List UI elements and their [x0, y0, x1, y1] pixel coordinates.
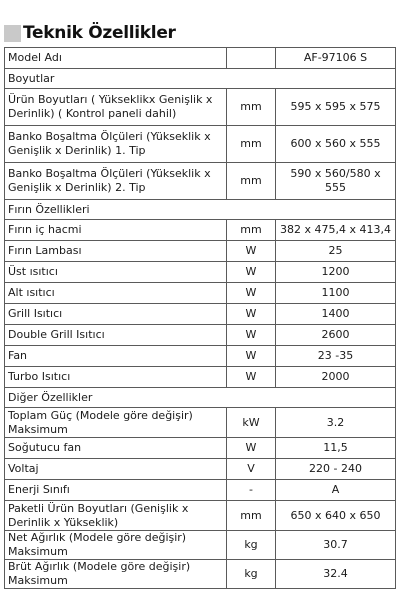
spec-value: 2600	[276, 325, 396, 346]
spec-unit: kg	[227, 531, 276, 560]
table-row	[5, 89, 396, 126]
section-heading-row	[5, 69, 396, 89]
spec-name: Toplam Güç (Modele göre değişir) Maksimum	[5, 408, 227, 438]
model-spacer	[227, 48, 276, 69]
table-row	[5, 438, 396, 459]
table-row	[5, 501, 396, 531]
section-heading: Diğer Özellikler	[5, 388, 396, 408]
spec-value: 1100	[276, 283, 396, 304]
spec-value: 1200	[276, 262, 396, 283]
spec-unit: W	[227, 304, 276, 325]
spec-unit: mm	[227, 220, 276, 241]
spec-name: Üst ısıtıcı	[5, 262, 227, 283]
table-row	[5, 560, 396, 589]
page-header	[4, 22, 176, 44]
section-heading-row	[5, 200, 396, 220]
spec-value: 382 x 475,4 x 413,4	[276, 220, 396, 241]
spec-value: 11,5	[276, 438, 396, 459]
model-label: Model Adı	[5, 48, 227, 69]
spec-name: Banko Boşaltma Ölçüleri (Yükseklik x Genişlik x Derinlik) 1. Tip	[5, 126, 227, 163]
spec-unit: W	[227, 283, 276, 304]
spec-unit: W	[227, 367, 276, 388]
spec-name: Double Grill Isıtıcı	[5, 325, 227, 346]
spec-unit: kg	[227, 560, 276, 589]
spec-unit: mm	[227, 501, 276, 531]
spec-value: 2000	[276, 367, 396, 388]
spec-name: Soğutucu fan	[5, 438, 227, 459]
spec-value: 595 x 595 x 575	[276, 89, 396, 126]
spec-name: Fırın Lambası	[5, 241, 227, 262]
table-row	[5, 126, 396, 163]
spec-name: Turbo Isıtıcı	[5, 367, 227, 388]
spec-name: Alt ısıtıcı	[5, 283, 227, 304]
spec-table	[4, 47, 396, 589]
table-row	[5, 304, 396, 325]
spec-name: Paketli Ürün Boyutları (Genişlik x Derinlik x Yükseklik)	[5, 501, 227, 531]
spec-unit: V	[227, 459, 276, 480]
spec-unit: mm	[227, 163, 276, 200]
table-row	[5, 480, 396, 501]
table-row	[5, 325, 396, 346]
spec-value: 650 x 640 x 650	[276, 501, 396, 531]
spec-unit: mm	[227, 89, 276, 126]
spec-name: Net Ağırlık (Modele göre değişir) Maksimum	[5, 531, 227, 560]
spec-value: 1400	[276, 304, 396, 325]
table-row	[5, 459, 396, 480]
spec-name: Grill Isıtıcı	[5, 304, 227, 325]
spec-unit: W	[227, 438, 276, 459]
model-row	[5, 48, 396, 69]
spec-name: Brüt Ağırlık (Modele göre değişir) Maksimum	[5, 560, 227, 589]
page-title: Teknik Özellikler	[23, 23, 176, 43]
spec-value: 32.4	[276, 560, 396, 589]
spec-value: 600 x 560 x 555	[276, 126, 396, 163]
spec-value: 220 - 240	[276, 459, 396, 480]
model-value: AF-97106 S	[276, 48, 396, 69]
spec-value: 590 x 560/580 x 555	[276, 163, 396, 200]
spec-name: Banko Boşaltma Ölçüleri (Yükseklik x Genişlik x Derinlik) 2. Tip	[5, 163, 227, 200]
table-row	[5, 531, 396, 560]
spec-name: Fan	[5, 346, 227, 367]
spec-name: Fırın iç hacmi	[5, 220, 227, 241]
table-row	[5, 220, 396, 241]
table-row	[5, 367, 396, 388]
table-row	[5, 346, 396, 367]
spec-unit: W	[227, 262, 276, 283]
spec-value: 30.7	[276, 531, 396, 560]
spec-unit: W	[227, 346, 276, 367]
spec-unit: W	[227, 241, 276, 262]
table-row	[5, 408, 396, 438]
spec-value: 25	[276, 241, 396, 262]
table-row	[5, 262, 396, 283]
section-heading: Fırın Özellikleri	[5, 200, 396, 220]
spec-unit: kW	[227, 408, 276, 438]
spec-value: A	[276, 480, 396, 501]
spec-unit: W	[227, 325, 276, 346]
header-marker	[4, 25, 21, 42]
table-row	[5, 163, 396, 200]
spec-value: 3.2	[276, 408, 396, 438]
table-row	[5, 241, 396, 262]
section-heading: Boyutlar	[5, 69, 396, 89]
spec-name: Enerji Sınıfı	[5, 480, 227, 501]
spec-name: Voltaj	[5, 459, 227, 480]
section-heading-row	[5, 388, 396, 408]
spec-unit: mm	[227, 126, 276, 163]
table-row	[5, 283, 396, 304]
spec-unit: -	[227, 480, 276, 501]
spec-name: Ürün Boyutları ( Yükseklikx Genişlik x Derinlik) ( Kontrol paneli dahil)	[5, 89, 227, 126]
spec-value: 23 -35	[276, 346, 396, 367]
